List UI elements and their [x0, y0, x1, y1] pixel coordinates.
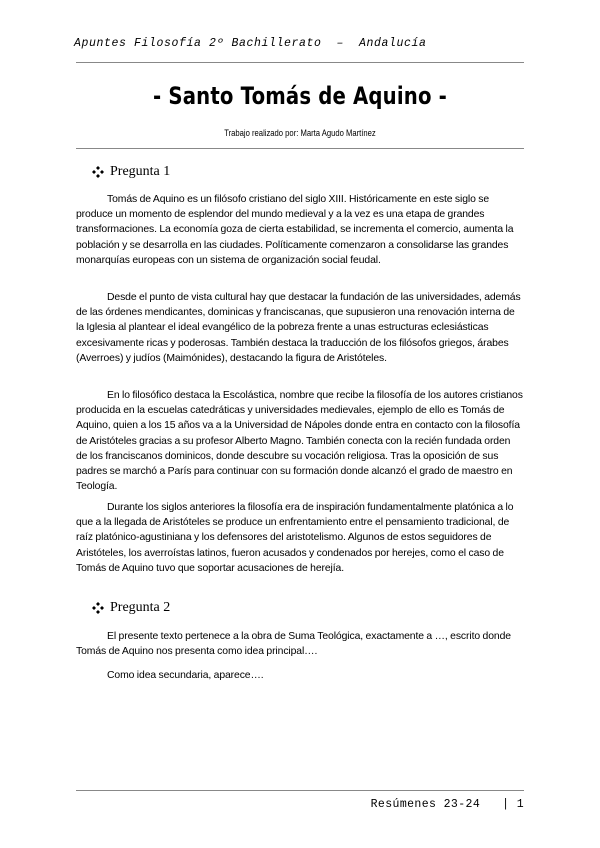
section-heading-label: Pregunta 1 [110, 164, 171, 179]
footer-divider [76, 790, 524, 791]
title-divider [76, 148, 524, 149]
page-number: 1 [516, 798, 524, 811]
four-diamond-bullet-icon [92, 166, 104, 178]
document-title: - Santo Tomás de Aquino - [153, 82, 447, 110]
footer-label: Resúmenes 23-24 [370, 798, 481, 811]
paragraph: Desde el punto de vista cultural hay que destacar la fundación de las universidades, además de las órdenes mendicantes, dominicas y franciscanas, que supusieron una renovación interna de la Iglesia al plantear el ideal evangélico de la pobreza frente a unas estructuras eclesiásticas excesivamente ricas y poderosas. También destaca la traducción de los filósofos griegos, árabes (Averroes) y judíos (Maimónides), destacando la figura de Aristóteles. [76, 292, 521, 364]
four-diamond-bullet-icon [92, 602, 104, 614]
author-line: Trabajo realizado por: Marta Agudo Martínez [224, 128, 376, 138]
section-heading-label: Pregunta 2 [110, 600, 171, 615]
section-heading-pregunta-2 [92, 600, 170, 616]
paragraph: Durante los siglos anteriores la filosofía era de inspiración fundamentalmente platónica a lo que a la llegada de Aristóteles se produce un enfrentamiento entre el pensamiento tradicional, de raíz platónico-agustiniana y los defensores del aristotelismo. Algunos de estos seguidores de Aristóteles, los averroístas latinos, fueron acusados y condenados por herejes, como el caso de Tomás de Aquino tuvo que soportar acusaciones de herejía. [76, 502, 514, 574]
paragraph: Tomás de Aquino es un filósofo cristiano del siglo XIII. Históricamente en este siglo se produce un momento de esplendor del mundo medieval y a la vez es una etapa de grandes transformaciones. La economía goza de cierta estabilidad, se incrementa el comercio, aumenta la población y se desarrolla en las ciudades. Políticamente comenzaron a consolidarse las grandes monarquías europeas con un sistema de organización social feudal. [76, 194, 514, 266]
section-heading-pregunta-1 [92, 164, 170, 180]
page-footer [371, 798, 524, 811]
paragraph: Como idea secundaria, aparece…. [107, 670, 264, 681]
paragraph: El presente texto pertenece a la obra de Suma Teológica, exactamente a …, escrito donde Tomás de Aquino nos presenta como idea principal…. [76, 631, 511, 658]
running-header: Apuntes Filosofía 2º Bachillerato – Andalucía [74, 37, 427, 50]
header-divider [76, 62, 524, 63]
footer-separator: | [502, 798, 510, 811]
paragraph: En lo filosófico destaca la Escolástica, nombre que recibe la filosofía de los autores cristianos producida en la escuelas catedráticas y universidades medievales, ejemplo de ello es Tomás de Aquino, quien a los 15 años va a la Universidad de Nápoles donde entra en contacto con la filosofía de Aristóteles gracias a su profesor Alberto Magno. También conecta con la recién fundada orden de los franciscanos dominicos, donde descubre su vocación religiosa. Tras la oposición de sus padres se marchó a París para continuar con su formación donde alcanzó el grado de maestro en Teología. [76, 390, 523, 493]
